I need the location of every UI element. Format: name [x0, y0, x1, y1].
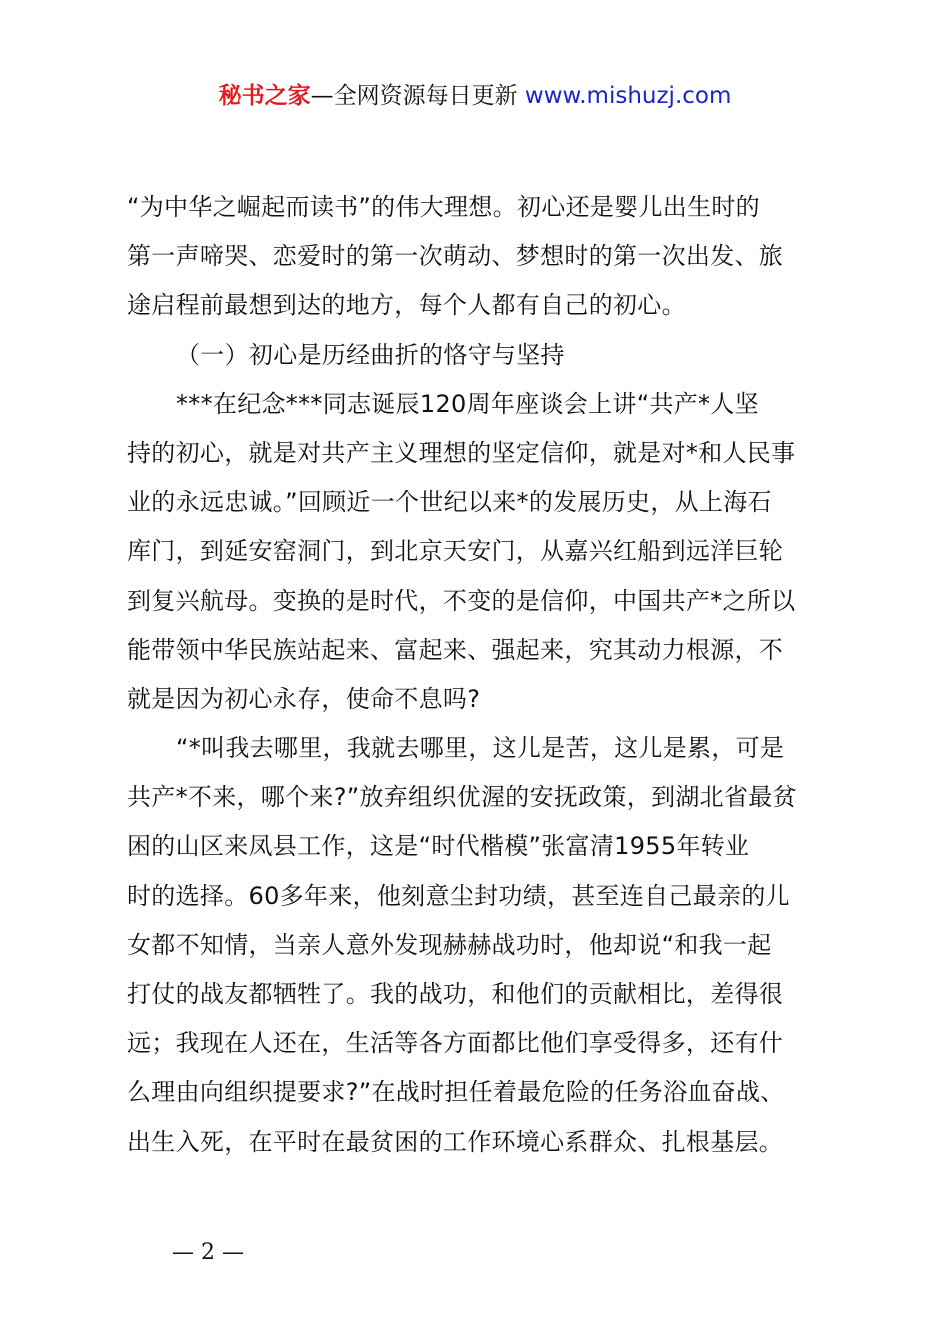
page-number: — 2 — — [172, 1240, 244, 1265]
text-line: 困的山区来凤县工作，这是“时代楷模”张富清1955年转业 — [127, 832, 750, 861]
header-tagline: —全网资源每日更新 — [310, 83, 518, 109]
text-line: 持的初心，就是对共产主义理想的坚定信仰，就是对*和人民事 — [127, 438, 796, 467]
section-heading: （一）初心是历经曲折的恪守与坚持 — [176, 340, 565, 369]
brand-name: 秘书之家 — [218, 83, 311, 109]
text-line: 第一声啼哭、恋爱时的第一次萌动、梦想时的第一次出发、旅 — [127, 242, 784, 271]
text-line: 途启程前最想到达的地方，每个人都有自己的初心。 — [127, 291, 686, 320]
text-line: 共产*不来，哪个来?”放弃组织优渥的安抚政策，到湖北省最贫 — [127, 783, 797, 812]
text-line: 业的永远忠诚。”回顾近一个世纪以来*的发展历史，从上海石 — [127, 488, 772, 517]
text-line: 时的选择。60多年来，他刻意尘封功绩，甚至连自己最亲的儿 — [127, 881, 790, 910]
text-line: 女都不知情，当亲人意外发现赫赫战功时，他却说“和我一起 — [127, 930, 772, 959]
text-line: 库门，到延安窑洞门，到北京天安门，从嘉兴红船到远洋巨轮 — [127, 537, 784, 566]
text-line: 远；我现在人还在，生活等各方面都比他们享受得多，还有什 — [127, 1029, 784, 1058]
document-body — [127, 183, 837, 1167]
text-line: “*叫我去哪里，我就去哪里，这儿是苦，这儿是累，可是 — [176, 734, 785, 763]
text-line: 到复兴航母。变换的是时代，不变的是信仰，中国共产*之所以 — [127, 586, 796, 615]
website-link[interactable]: www.mishuzj.com — [517, 83, 732, 109]
text-line: 么理由向组织提要求?”在战时担任着最危险的任务浴血奋战、 — [127, 1078, 785, 1107]
text-line: ***在纪念***同志诞辰120周年座谈会上讲“共产*人坚 — [176, 389, 759, 418]
text-line: “为中华之崛起而读书”的伟大理想。初心还是婴儿出生时的 — [127, 193, 760, 221]
text-line: 出生入死，在平时在最贫困的工作环境心系群众、扎根基层。 — [127, 1127, 784, 1156]
text-line: 能带领中华民族站起来、富起来、强起来，究其动力根源，不 — [127, 635, 784, 664]
text-line: 就是因为初心永存，使命不息吗? — [127, 684, 481, 713]
text-line: 打仗的战友都牺牲了。我的战功，和他们的贡献相比，差得很 — [127, 980, 784, 1008]
page-header — [0, 78, 950, 114]
